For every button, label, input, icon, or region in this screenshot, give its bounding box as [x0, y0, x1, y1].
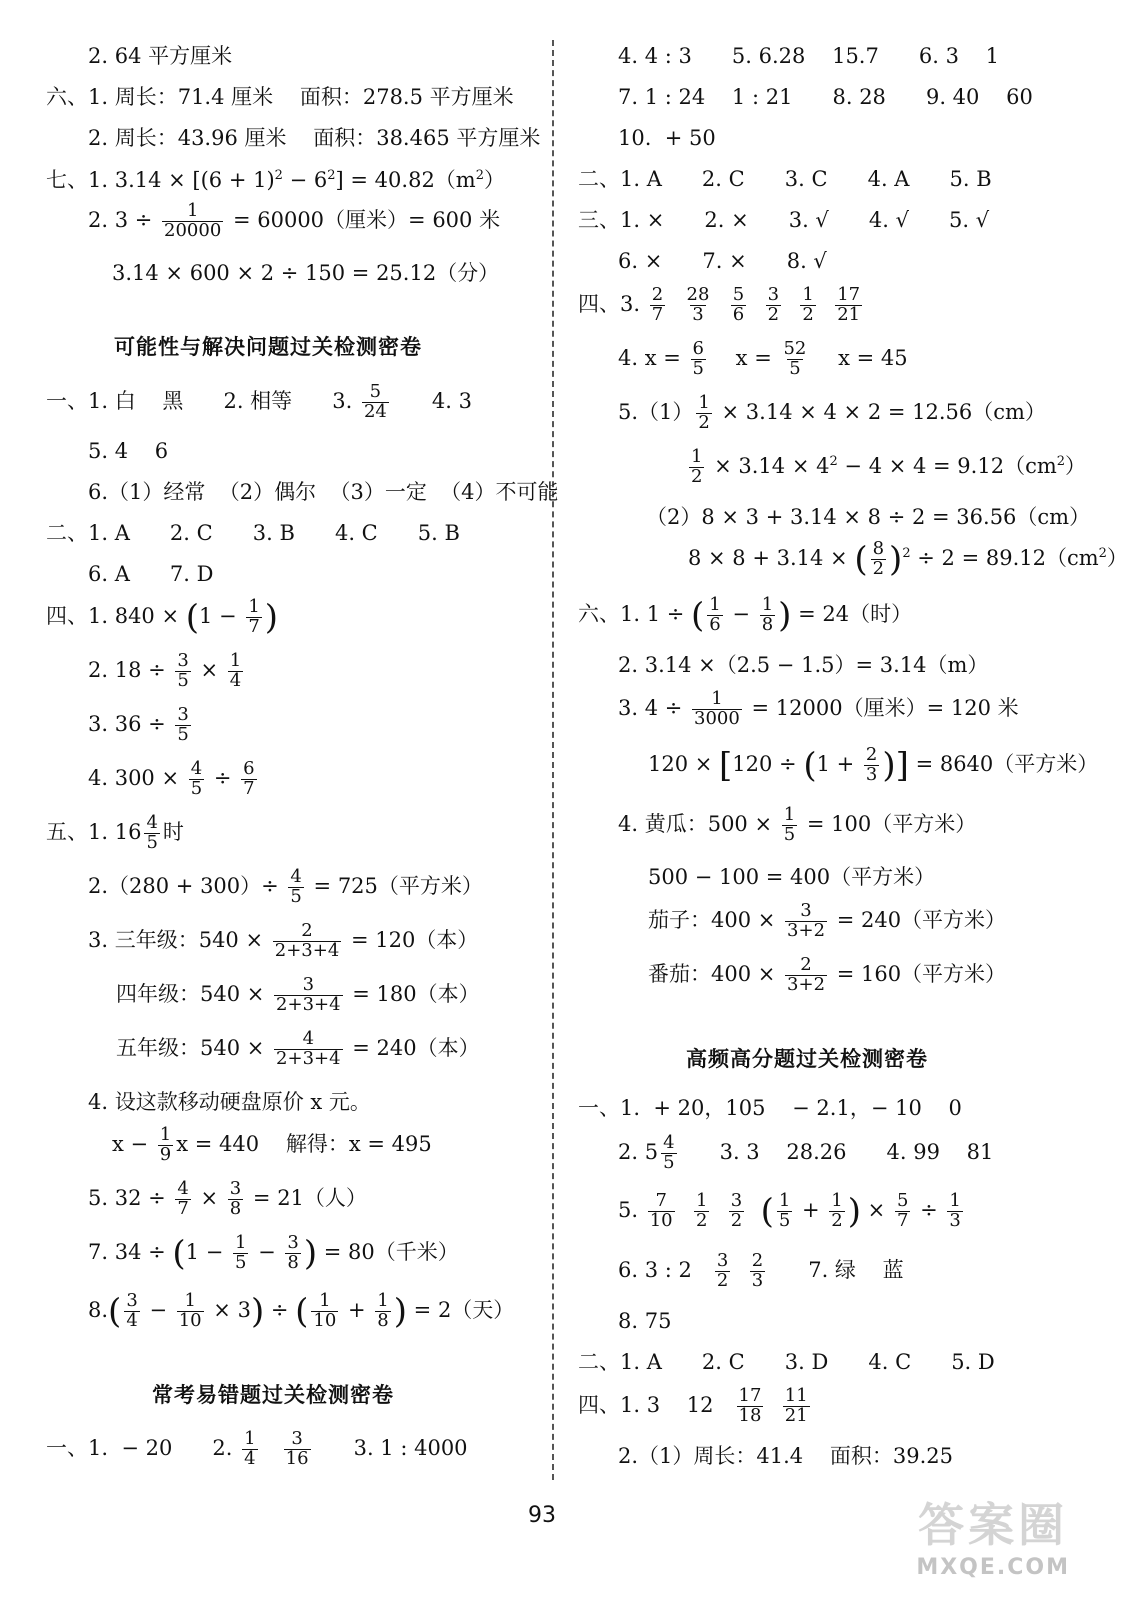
- answer-line: 四、3. $\frac{2}{7}$ $\frac{28}{3}$ $\frac{5}{6}$ $\frac{3}{2}$ $\frac{1}{2}$ $\frac{17}{21}$: [578, 284, 861, 325]
- answer-line: x − $\frac{1}{9}$ x = 440 解得：x = 495: [112, 1124, 432, 1165]
- fraction: $\frac{7}{10}$: [649, 1190, 673, 1231]
- fraction: $\frac{3}{2}$: [716, 1250, 729, 1291]
- fraction: $\frac{2}{7}$: [651, 284, 664, 325]
- answer-line: 4. 黄瓜：500 × $\frac{1}{5}$ = 100（平方米）: [618, 804, 977, 845]
- fraction: $\frac{11}{21}$: [784, 1385, 808, 1426]
- fraction: $\frac{17}{21}$: [837, 284, 861, 325]
- answer-line: 2. 周长：43.96 厘米 面积：38.465 平方厘米: [88, 126, 541, 150]
- answer-line: 3.14 × 600 × 2 ÷ 150 = 25.12（分）: [112, 261, 500, 285]
- fraction: $\frac{2}{3}$: [751, 1250, 764, 1291]
- fraction: $\frac{1}{20000}$: [164, 200, 222, 241]
- answer-line: 7. 34 ÷ (1 − $\frac{1}{5}$ − $\frac{3}{8}$ ) = 80（千米）: [88, 1232, 459, 1274]
- answer-line: 2. 64 平方厘米: [88, 44, 233, 68]
- fraction: $\frac{2}{3}$: [865, 744, 878, 785]
- fraction: $\frac{1}{2}$: [831, 1190, 843, 1231]
- answer-line: 茄子：400 × $\frac{3}{3+2}$ = 240（平方米）: [648, 900, 1007, 941]
- answer-line: 3. 36 ÷ $\frac{3}{5}$: [88, 704, 189, 745]
- fraction: $\frac{3}{5}$: [177, 704, 189, 745]
- fraction: $\frac{1}{2}$: [695, 1190, 708, 1231]
- answer-line: 2. 5 $\frac{4}{5}$ 3. 3 28.26 4. 99 81: [618, 1132, 994, 1173]
- answer-line: 5. $\frac{7}{10}$ $\frac{1}{2}$ $\frac{3}{2}$ ( $\frac{1}{5}$ + $\frac{1}{2}$ ) × $\frac{5}{7}$ ÷ $\frac{1}{3}$: [618, 1190, 961, 1232]
- fraction: $\frac{28}{3}$: [686, 284, 710, 325]
- fraction: $\frac{4}{7}$: [177, 1178, 189, 1219]
- answer-line: 2. 18 ÷ $\frac{3}{5}$ × $\frac{1}{4}$: [88, 650, 242, 691]
- answer-line: 2.（280 + 300）÷ $\frac{4}{5}$ = 725（平方米）: [88, 866, 483, 907]
- answer-line: 二、1. A 2. C 3. C 4. A 5. B: [578, 167, 992, 191]
- answer-line: 8 × 8 + 3.14 × ( $\frac{8}{2}$ )$^2 \div 2 = 89.12(cm^2)$: [688, 538, 1128, 580]
- answer-line: 8.( $\frac{3}{4}$ − $\frac{1}{10}$ × 3) ÷ ( $\frac{1}{10}$ + $\frac{1}{8}$ ) = 2（天）: [88, 1290, 515, 1332]
- fraction: $\frac{1}{4}$: [244, 1428, 256, 1469]
- fraction: $\frac{3}{4}$: [126, 1290, 138, 1331]
- column-divider: [552, 40, 554, 1480]
- answer-line: 六、1. 1 ÷ ( $\frac{1}{6}$ − $\frac{1}{8}$ ) = 24（时）: [578, 594, 913, 636]
- answer-line: 二、1. A 2. C 3. B 4. C 5. B: [46, 521, 460, 545]
- fraction: $\frac{8}{2}$: [872, 538, 885, 579]
- fraction: $\frac{3}{3+2}$: [787, 900, 826, 941]
- answer-line: 四年级：540 × $\frac{3}{2+3+4}$ = 180（本）: [116, 974, 480, 1015]
- watermark-url: MXQE.COM: [916, 1555, 1070, 1580]
- answer-line: 四、1. 840 × (1 − $\frac{1}{7}$ ): [46, 596, 279, 638]
- fraction: $\frac{1}{7}$: [248, 596, 260, 637]
- answer-line: 500 − 100 = 400（平方米）: [648, 865, 936, 889]
- page-number: 93: [528, 1503, 556, 1528]
- answer-line: 五、1. 16 $\frac{4}{5}$ 时: [46, 812, 184, 853]
- answer-line: 4. 4 : 3 5. 6.28 15.7 6. 3 1: [618, 44, 1000, 68]
- fraction: $\frac{1}{2}$: [698, 392, 710, 433]
- answer-line: 10. + 50: [618, 126, 716, 150]
- answer-line: 番茄：400 × $\frac{2}{3+2}$ = 160（平方米）: [648, 954, 1007, 995]
- answer-line: （2）8 × 3 + 3.14 × 8 ÷ 2 = 36.56（cm）: [646, 505, 1091, 529]
- fraction: $\frac{5}{24}$: [363, 381, 387, 422]
- fraction: $\frac{4}{2+3+4}$: [276, 1028, 341, 1069]
- answer-line: 3. 三年级：540 × $\frac{2}{2+3+4}$ = 120（本）: [88, 920, 479, 961]
- fraction: $\frac{4}{5}$: [146, 812, 158, 853]
- watermark-logo: [916, 1489, 1070, 1580]
- fraction: $\frac{52}{5}$: [783, 338, 807, 379]
- answer-line: 二、1. A 2. C 3. D 4. C 5. D: [578, 1350, 995, 1374]
- fraction: $\frac{4}{5}$: [190, 758, 203, 799]
- fraction: $\frac{1}{2}$: [802, 284, 814, 325]
- answer-line: 4. 300 × $\frac{4}{5}$ ÷ $\frac{6}{7}$: [88, 758, 255, 799]
- fraction: $\frac{3}{8}$: [287, 1232, 299, 1273]
- answer-line: 6. A 7. D: [88, 562, 214, 586]
- answer-line: 三、1. × 2. × 3. √ 4. √ 5. √: [578, 208, 990, 232]
- fraction: $\frac{1}{5}$: [234, 1232, 247, 1273]
- fraction: $\frac{3}{8}$: [229, 1178, 242, 1219]
- answer-line: 6. × 7. × 8. √: [618, 249, 827, 273]
- fraction: $\frac{4}{5}$: [290, 866, 302, 907]
- fraction: $\frac{5}{7}$: [896, 1190, 909, 1231]
- answer-line: 120 × [120 ÷ (1 + $\frac{2}{3}$ )] = 8640（平方米）: [648, 744, 1099, 786]
- answer-line: 5. 32 ÷ $\frac{4}{7}$ × $\frac{3}{8}$ = 21（人）: [88, 1178, 367, 1219]
- section-title: 高频高分题过关检测密卷: [686, 1047, 928, 1071]
- fraction: $\frac{1}{5}$: [778, 1190, 791, 1231]
- answer-line: 5. 4 6: [88, 439, 169, 463]
- fraction: $\frac{1}{4}$: [229, 650, 242, 691]
- section-title: 常考易错题过关检测密卷: [152, 1383, 394, 1407]
- answer-line: 一、1. + 20，105 − 2.1，− 10 0: [578, 1096, 962, 1120]
- answer-line: 6. 3 : 2 $\frac{3}{2}$ $\frac{2}{3}$ 7. 绿 蓝: [618, 1250, 904, 1291]
- answer-line: 六、1. 周长：71.4 厘米 面积：278.5 平方厘米: [46, 85, 514, 109]
- answer-line: 一、1. 白 黑 2. 相等 3. $\frac{5}{24}$ 4. 3: [46, 381, 472, 422]
- answer-line: 7. 1 : 24 1 : 21 8. 28 9. 40 60: [618, 85, 1033, 109]
- fraction: $\frac{1}{3}$: [949, 1190, 961, 1231]
- fraction: $\frac{2}{3+2}$: [787, 954, 826, 995]
- answer-line: 2. 3 ÷ $\frac{1}{20000}$ = 60000（厘米）= 600 米: [88, 200, 501, 241]
- answer-line: 8. 75: [618, 1309, 672, 1333]
- answer-line: 一、1. − 20 2. $\frac{1}{4}$ $\frac{3}{16}$ 3. 1 : 4000: [46, 1428, 468, 1469]
- answer-line: 3. 4 ÷ $\frac{1}{3000}$ = 12000（厘米）= 120 米: [618, 688, 1019, 729]
- fraction: $\frac{1}{10}$: [178, 1290, 202, 1331]
- fraction: $\frac{1}{8}$: [761, 594, 774, 635]
- fraction: $\frac{1}{8}$: [377, 1290, 389, 1331]
- fraction: $\frac{2}{2+3+4}$: [274, 920, 340, 961]
- answer-line: 五年级：540 × $\frac{4}{2+3+4}$ = 240（本）: [116, 1028, 480, 1069]
- section-title: 可能性与解决问题过关检测密卷: [114, 335, 422, 359]
- fraction: $\frac{3}{16}$: [285, 1428, 309, 1469]
- fraction: $\frac{3}{5}$: [177, 650, 189, 691]
- fraction: $\frac{3}{2}$: [730, 1190, 743, 1231]
- fraction: $\frac{1}{3000}$: [694, 688, 740, 729]
- answer-line: 2. 3.14 ×（2.5 − 1.5）= 3.14（m）: [618, 653, 989, 677]
- answer-line: 七、1. $3.14 \times [(6 + 1)^2 - 6^2] = 40.82(m^2)$: [46, 168, 505, 192]
- fraction: $\frac{5}{6}$: [732, 284, 745, 325]
- answer-line: $\frac{1}{2}$ × $3.14 \times 4^2 - 4 \times 4 = 9.12(cm^2)$: [691, 446, 1087, 487]
- answer-line: 4. 设这款移动硬盘原价 x 元。: [88, 1090, 371, 1114]
- fraction: $\frac{17}{18}$: [738, 1385, 762, 1426]
- fraction: $\frac{6}{7}$: [243, 758, 255, 799]
- fraction: $\frac{3}{2+3+4}$: [276, 974, 341, 1015]
- fraction: $\frac{1}{2}$: [691, 446, 703, 487]
- fraction: $\frac{1}{5}$: [783, 804, 796, 845]
- fraction: $\frac{1}{10}$: [313, 1290, 337, 1331]
- answer-line: 6.（1）经常 （2）偶尔 （3）一定 （4）不可能: [88, 480, 559, 504]
- answer-line: 四、1. 3 12 $\frac{17}{18}$ $\frac{11}{21}$: [578, 1385, 808, 1426]
- fraction: $\frac{3}{2}$: [767, 284, 780, 325]
- fraction: $\frac{1}{6}$: [709, 594, 721, 635]
- answer-line: 2.（1）周长：41.4 面积：39.25: [618, 1444, 953, 1468]
- watermark-main: 答案圈: [918, 1498, 1069, 1552]
- answer-line: 4. x = $\frac{6}{5}$ x = $\frac{52}{5}$ x = 45: [618, 338, 908, 379]
- fraction: $\frac{6}{5}$: [692, 338, 704, 379]
- fraction: $\frac{1}{9}$: [159, 1124, 172, 1165]
- answer-line: 5.（1） $\frac{1}{2}$ × 3.14 × 4 × 2 = 12.56（cm）: [618, 392, 1046, 433]
- fraction: $\frac{4}{5}$: [663, 1132, 675, 1173]
